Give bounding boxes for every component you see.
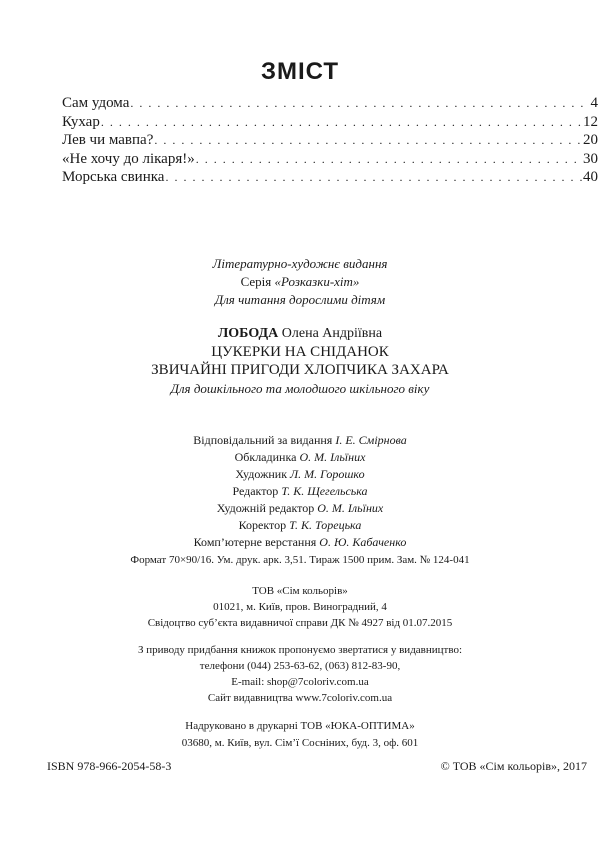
toc-entry[interactable] [62, 113, 598, 132]
table-of-contents [62, 94, 598, 187]
credits-list [0, 432, 600, 551]
contact-phones: телефони (044) 253-63-62, (063) 812-83-90, [199, 660, 401, 672]
toc-entry-title: «Не хочу до лікаря!» [62, 150, 195, 167]
edition-type: Літературно-художнє видання [212, 256, 388, 271]
toc-entry-title: Сам удома [62, 95, 130, 111]
credit-name: Т. К. Торецька [289, 518, 362, 532]
book-title: ЦУКЕРКИ НА СНІДАНОК [211, 344, 389, 360]
toc-entry[interactable] [62, 131, 598, 150]
publisher-certificate: Свідоцтво суб’єкта видавничої справи ДК № 4927 від 01.07.2015 [147, 617, 453, 629]
copyright: © ТОВ «Сім кольорів», 2017 [440, 759, 587, 773]
credit-name: О. М. Ільїних [317, 501, 384, 515]
toc-entry-title: Лев чи мавпа? [62, 132, 154, 148]
toc-entry-page: 40 [583, 169, 598, 185]
toc-entry[interactable] [62, 94, 598, 113]
credit-role: Обкладинка [234, 450, 297, 464]
publisher-name: ТОВ «Сім кольорів» [252, 585, 348, 597]
series-label: Серія [240, 274, 272, 289]
contact-website[interactable]: Сайт видавництва www.7coloriv.com.ua [207, 692, 393, 704]
credit-line [0, 534, 600, 551]
toc-entry-title: Морська свинка [62, 169, 165, 185]
credit-role: Художній редактор [216, 501, 315, 515]
credit-role: Комп’ютерне верстання [193, 535, 317, 549]
toc-entry-title: Кухар [62, 113, 100, 130]
contact-email[interactable]: E-mail: shop@7coloriv.com.ua [231, 676, 369, 688]
author-name: Олена Андріївна [281, 326, 383, 341]
publisher-address: 01021, м. Київ, пров. Виноградний, 4 [213, 601, 387, 613]
credit-line [0, 466, 600, 483]
toc-entry[interactable] [62, 168, 598, 187]
credit-line [0, 483, 600, 500]
credit-name: Т. К. Щегельська [281, 484, 368, 498]
printer-line: Надруковано в друкарні ТОВ «ЮКА-ОПТИМА» [185, 720, 415, 732]
toc-title: ЗМІСТ [260, 58, 340, 85]
toc-entry-page: 4 [590, 95, 598, 111]
isbn: ISBN 978-966-2054-58-3 [47, 759, 172, 773]
toc-entry-page: 12 [583, 113, 598, 130]
credit-line [0, 517, 600, 534]
contact-intro: З приводу придбання книжок пропонуємо звертатися у видавництво: [137, 644, 463, 656]
credit-name: О. Ю. Кабаченко [319, 535, 407, 549]
credit-name: О. М. Ільїних [299, 450, 366, 464]
author-surname: ЛОБОДА [217, 326, 279, 341]
age-note: Для дошкільного та молодшого шкільного віку [170, 381, 430, 396]
toc-leader-dots [196, 150, 582, 169]
author-line [0, 326, 600, 342]
format-line: Формат 70×90/16. Ум. друк. арк. 3,51. Тираж 1500 прим. Зам. № 124-041 [130, 554, 470, 566]
book-subtitle: ЗВИЧАЙНІ ПРИГОДИ ХЛОПЧИКА ЗАХАРА [151, 362, 449, 378]
toc-entry[interactable] [62, 150, 598, 169]
credit-role: Відповідальний за видання [193, 433, 333, 447]
toc-leader-dots [101, 113, 582, 132]
series-name: «Розказки-хіт» [274, 274, 360, 289]
audience-note: Для читання дорослими дітям [214, 292, 386, 307]
toc-leader-dots [130, 94, 589, 113]
toc-entry-page: 30 [583, 150, 598, 167]
credit-line [0, 500, 600, 517]
credit-name: Л. М. Горошко [290, 467, 365, 481]
toc-leader-dots [165, 168, 582, 187]
printer-address: 03680, м. Київ, вул. Сім’ї Сосніних, буд. 3, оф. 601 [181, 737, 419, 749]
toc-entry-page: 20 [583, 132, 598, 148]
toc-leader-dots [154, 131, 582, 150]
series-line [0, 274, 600, 290]
credit-role: Коректор [238, 518, 287, 532]
credit-role: Редактор [232, 484, 279, 498]
credit-line [0, 449, 600, 466]
credit-role: Художник [235, 467, 288, 481]
credit-name: І. Е. Смірнова [335, 433, 407, 447]
credit-line [0, 432, 600, 449]
